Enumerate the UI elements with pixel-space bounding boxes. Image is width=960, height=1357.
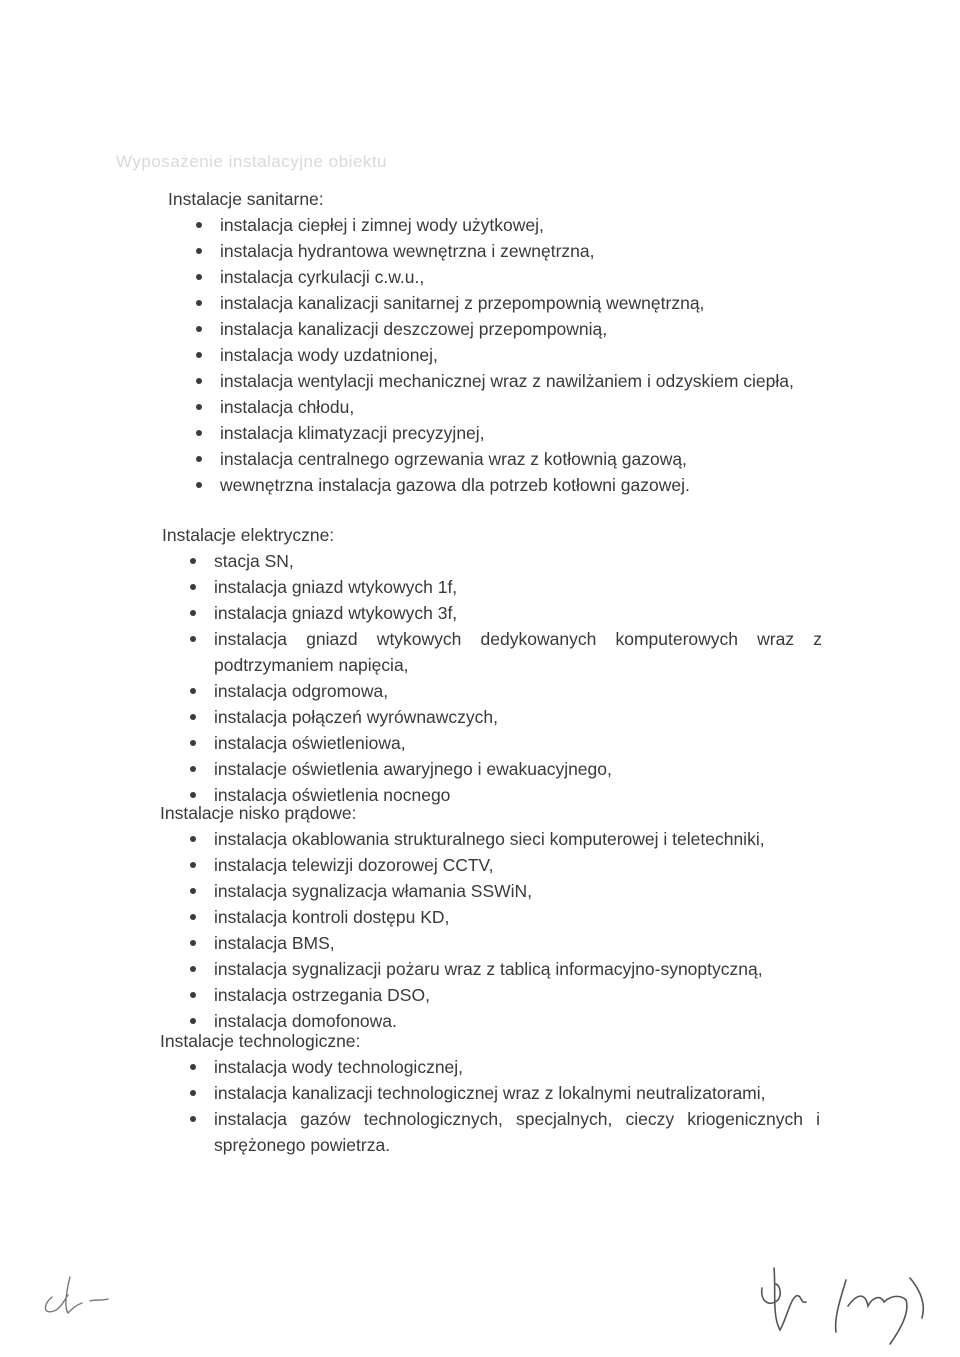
list-item: instalacja ciepłej i zimnej wody użytkowej, [196,212,818,238]
list-item: instalacja centralnego ogrzewania wraz z kotłownią gazową, [196,446,818,472]
signature-right [750,1260,950,1350]
list-item: instalacja gazów technologicznych, specjalnych, cieczy kriogenicznych i sprężonego powietrza. [190,1106,820,1158]
faded-section-title: Wyposażenie instalacyjne obiektu [116,152,387,171]
list-item: instalacja telewizji dozorowej CCTV, [190,852,820,878]
item-list [190,548,822,808]
bullet-dot-icon [196,430,202,436]
bullet-dot-icon [190,714,196,720]
list-item: instalacja chłodu, [196,394,818,420]
bullet-dot-icon [190,1064,196,1070]
list-item: stacja SN, [190,548,822,574]
list-item: instalacja kanalizacji deszczowej przepompownią, [196,316,818,342]
list-item: instalacja cyrkulacji c.w.u., [196,264,818,290]
list-item: instalacja odgromowa, [190,678,822,704]
bullet-dot-icon [196,482,202,488]
bullet-dot-icon [190,862,196,868]
bullet-dot-icon [190,584,196,590]
bullet-dot-icon [196,326,202,332]
section-electrical [162,522,822,808]
list-item: instalacja wody technologicznej, [190,1054,820,1080]
bullet-dot-icon [196,404,202,410]
bullet-dot-icon [190,940,196,946]
section-heading: Instalacje sanitarne: [168,189,324,209]
bullet-dot-icon [196,248,202,254]
bullet-dot-icon [196,456,202,462]
bullet-dot-icon [190,914,196,920]
bullet-dot-icon [190,1116,196,1122]
bullet-dot-icon [190,1018,196,1024]
item-list [190,1054,820,1158]
bullet-dot-icon [190,610,196,616]
bullet-dot-icon [190,966,196,972]
signature-left [30,1255,130,1325]
bullet-dot-icon [196,378,202,384]
item-list [196,212,818,498]
list-item: instalacja oświetlenia nocnego [190,782,822,808]
list-item: instalacje oświetlenia awaryjnego i ewakuacyjnego, [190,756,822,782]
list-item: instalacja kanalizacji sanitarnej z przepompownią wewnętrzną, [196,290,818,316]
bullet-dot-icon [190,888,196,894]
bullet-dot-icon [190,836,196,842]
list-item: instalacja domofonowa. [190,1008,820,1034]
bullet-dot-icon [190,558,196,564]
bullet-dot-icon [190,688,196,694]
list-item: instalacja gniazd wtykowych 3f, [190,600,822,626]
bullet-dot-icon [190,636,196,642]
section-heading: Instalacje elektryczne: [162,525,335,545]
list-item: instalacja BMS, [190,930,820,956]
list-item: instalacja oświetleniowa, [190,730,822,756]
list-item: instalacja gniazd wtykowych 1f, [190,574,822,600]
list-item: wewnętrzna instalacja gazowa dla potrzeb kotłowni gazowej. [196,472,818,498]
list-item: instalacja hydrantowa wewnętrzna i zewnętrzna, [196,238,818,264]
list-item: instalacja wentylacji mechanicznej wraz z nawilżaniem i odzyskiem ciepła, [196,368,818,394]
bullet-dot-icon [190,992,196,998]
list-item: instalacja połączeń wyrównawczych, [190,704,822,730]
list-item: instalacja kontroli dostępu KD, [190,904,820,930]
item-list [190,826,820,1034]
list-item: instalacja sygnalizacji pożaru wraz z tablicą informacyjno-synoptyczną, [190,956,820,982]
list-item: instalacja gniazd wtykowych dedykowanych komputerowych wraz z podtrzymaniem napięcia, [190,626,822,678]
list-item: instalacja klimatyzacji precyzyjnej, [196,420,818,446]
bullet-dot-icon [190,740,196,746]
section-heading: Instalacje technologiczne: [160,1031,361,1051]
section-technological [160,1028,820,1158]
list-item: instalacja ostrzegania DSO, [190,982,820,1008]
bullet-dot-icon [190,766,196,772]
bullet-dot-icon [190,1090,196,1096]
list-item: instalacja wody uzdatnionej, [196,342,818,368]
list-item: instalacja sygnalizacja włamania SSWiN, [190,878,820,904]
bullet-dot-icon [196,300,202,306]
section-heading: Instalacje nisko prądowe: [160,803,357,823]
bullet-dot-icon [196,274,202,280]
bullet-dot-icon [196,352,202,358]
section-low-current [160,800,820,1034]
list-item: instalacja okablowania strukturalnego sieci komputerowej i teletechniki, [190,826,820,852]
bullet-dot-icon [196,222,202,228]
bullet-dot-icon [190,792,196,798]
list-item: instalacja kanalizacji technologicznej wraz z lokalnymi neutralizatorami, [190,1080,820,1106]
section-sanitary [168,186,818,498]
